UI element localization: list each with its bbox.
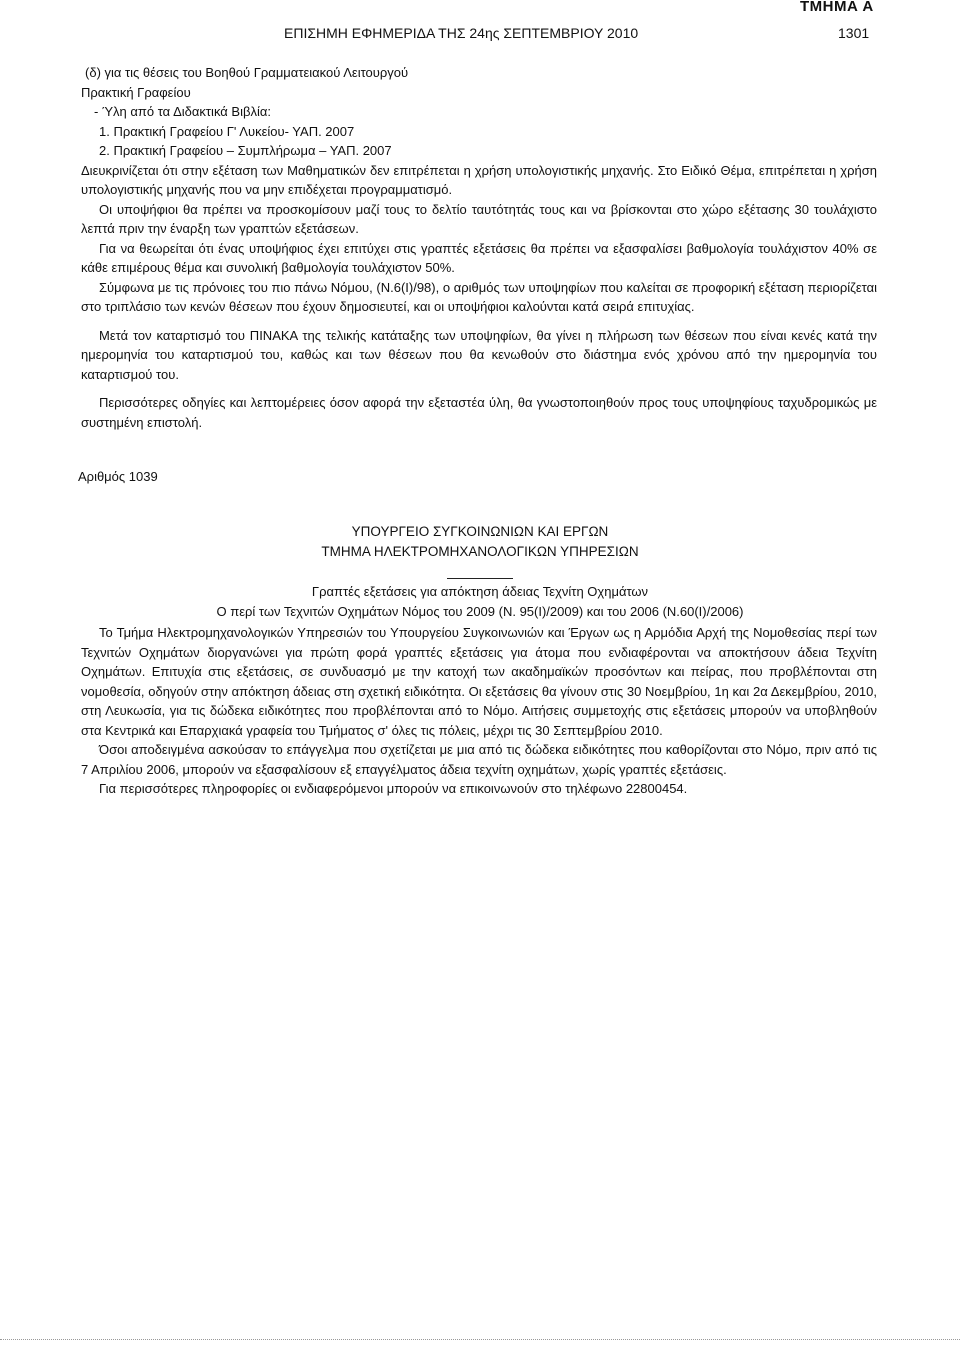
scan-edge-line (0, 1339, 960, 1340)
calculator-paragraph: Διευκρινίζεται ότι στην εξέταση των Μαθηματικών δεν επιτρέπεται η χρήση υπολογιστικής μηχανής. Στο Ειδικό Θέμα, επιτρέπεται η χρήση υπολογιστικής μηχανής που να μην επιδέχεται προγραμματισμό. (81, 162, 877, 197)
gazette-title: ΕΠΙΣΗΜΗ ΕΦΗΜΕΡΙΔΑ ΤΗΣ 24ης ΣΕΠΤΕΜΒΡΙΟΥ 2010 (284, 25, 639, 41)
book-item: 2. Πρακτική Γραφείου – Συμπλήρωμα – ΥΑΠ. 2007 (99, 143, 392, 158)
contact-paragraph: Για περισσότερες πληροφορίες οι ενδιαφερόμενοι μπορούν να επικοινωνούν στο τηλέφωνο 22800454. (99, 781, 688, 796)
ministry-name: ΥΠΟΥΡΓΕΙΟ ΣΥΓΚΟΙΝΩΝΙΩΝ ΚΑΙ ΕΡΓΩΝ (351, 524, 609, 539)
practice-licence-paragraph: Όσοι αποδειγμένα ασκούσαν το επάγγελμα που σχετίζεται με μια από τις δώδεκα ειδικότητες που καθορίζονται στο Νόμο, πριν από τις 7 Απριλίου 2006, μπορούν να εξασφαλίσουν εξ επαγγέλματος άδεια τεχνίτη οχημάτων, χωρίς γραπτές εξετάσεις. (81, 742, 877, 777)
notice-number: Αριθμός 1039 (78, 469, 158, 484)
section-label: ΤΜΗΜΑ Α (800, 0, 874, 15)
separator-rule (447, 578, 513, 579)
id-requirement-paragraph: Οι υποψήφιοι θα πρέπει να προσκομίσουν μαζί τους το δελτίο ταυτότητάς τους και να βρίσκονται στο χώρο εξέτασης 30 τουλάχιστο λεπτά πριν την έναρξη των γραπτών εξετάσεων. (81, 201, 877, 236)
page-number: 1301 (838, 25, 870, 41)
material-label: - Ύλη από τα Διδακτικά Βιβλία: (94, 104, 271, 119)
exam-requirements-block (81, 63, 877, 432)
exam-announcement-paragraph: Το Τμήμα Ηλεκτρομηχανολογικών Υπηρεσιών του Υπουργείου Συγκοινωνιών και Έργων ως η Αρμόδια Αρχή της Νομοθεσίας περί των Τεχνιτών Οχημάτων διοργανώνει για πρώτη φορά γραπτές εξετάσεις για άτομα που ενδιαφέρονται να αποκτήσουν άδεια Τεχνίτη Οχημάτων. Επιτυχία στις εξετάσεις, σε συνδυασμό με την κατοχή των ακαδημαϊκών προσόντων και πείρας, που προβλέπονται στη νομοθεσία, οδηγούν στην απόκτηση άδειας στη σχετική ειδικότητα. Οι εξετάσεις θα γίνουν στις 30 Νοεμβρίου, 1η και 2α Δεκεμβρίου, 2010, στη Λευκωσία, για τις δώδεκα ειδικότητες που προβλέπονται από το Νόμο. Αιτήσεις συμμετοχής στις εξετάσεις μπορούν να υποβληθούν στα Κεντρικά και Επαρχιακά γραφεία του Τμήματος σ' όλες τις πόλεις, μέχρι τις 30 Σεπτεμβρίου 2010. (81, 625, 877, 738)
further-instructions-paragraph: Περισσότερες οδηγίες και λεπτομέρειες όσον αφορά την εξεταστέα ύλη, θα γνωστοποιηθούν προς τους υποψηφίους ταχυδρομικώς με συστημένη επιστολή. (81, 395, 877, 430)
subject-name: Πρακτική Γραφείου (81, 84, 191, 100)
oral-exam-paragraph: Σύμφωνα με τις πρόνοιες του πιο πάνω Νόμου, (Ν.6(Ι)/98), ο αριθμός των υποψηφίων που καλείται σε προφορική εξέταση περιορίζεται στο τριπλάσιο των κενών θέσεων που έχουν δημοσιευτεί, και οι υποψήφιοι καλούνται κατά σειρά επιτυχίας. (81, 279, 877, 314)
vehicle-technician-notice (81, 623, 877, 799)
ranking-table-paragraph: Μετά τον καταρτισμό του ΠΙΝΑΚΑ της τελικής κατάταξης των υποψηφίων, θα γίνει η πλήρωση των θέσεων που είναι κενές κατά την ημερομηνία του καταρτισμού του, καθώς και των θέσεων που θα κενωθούν στο διάστημα ενός χρόνου από την ημερομηνία του καταρτισμού του. (81, 327, 877, 382)
department-name: ΤΜΗΜΑ ΗΛΕΚΤΡΟΜΗΧΑΝΟΛΟΓΙΚΩΝ ΥΠΗΡΕΣΙΩΝ (321, 543, 639, 559)
book-item: 1. Πρακτική Γραφείου Γ' Λυκείου- ΥΑΠ. 2007 (99, 123, 355, 139)
pass-criteria-paragraph: Για να θεωρείται ότι ένας υποψήφιος έχει επιτύχει στις γραπτές εξετάσεις θα πρέπει να εξασφαλίσει βαθμολογία τουλάχιστον 40% σε κάθε επιμέρους θέμα και συνολική βαθμολογία τουλάχιστον 50%. (81, 240, 877, 275)
ministry-heading-block (0, 522, 960, 561)
notice-subtitle: Γραπτές εξετάσεις για απόκτηση άδειας Τεχνίτη Οχημάτων (311, 584, 649, 599)
notice-subtitle-block (0, 582, 960, 621)
law-reference: Ο περί των Τεχνιτών Οχημάτων Νόμος του 2009 (Ν. 95(Ι)/2009) και του 2006 (Ν.60(Ι)/2006) (216, 603, 744, 619)
item-d-heading: (δ) για τις θέσεις του Βοηθού Γραμματειακού Λειτουργού (85, 65, 409, 80)
